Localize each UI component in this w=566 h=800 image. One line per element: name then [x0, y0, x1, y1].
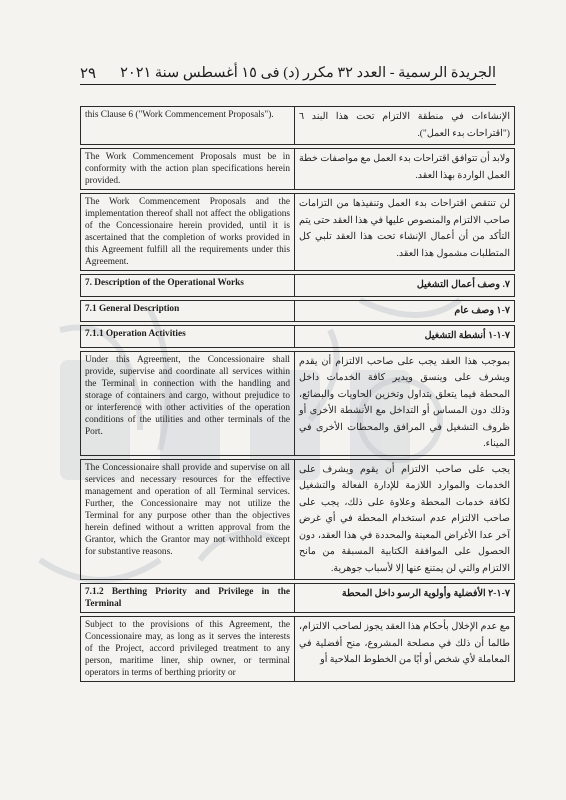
arabic-text: مع عدم الإخلال بأحكام هذا العقد يجوز لصاحب الالتزام، طالما أن ذلك في مصلحة المشروع، منح أفضلية في المعاملة لأي شخص أو أيًا من الخطوط الملاحية أو: [295, 617, 515, 682]
english-text: The Work Commencement Proposals must be in conformity with the action plan specifications herein provided.: [81, 149, 295, 190]
clause-row: [81, 351, 515, 455]
arabic-text: ٧-١ وصف عام: [295, 300, 515, 322]
arabic-text: ولابد أن تتوافق اقتراحات بدء العمل مع مواصفات خطة العمل الواردة بهذا العقد.: [295, 149, 515, 190]
clause-row: [81, 617, 515, 682]
english-text: 7.1 General Description: [81, 300, 295, 322]
clause-row: [81, 459, 515, 580]
english-text: The Work Commencement Proposals and the implementation thereof shall not affect the obligations of the Concessionaire herein provided, until it is ascertained that the completion of works provided in this Agreement fulfill all the requirements under this Agreement.: [81, 194, 295, 271]
arabic-text: ٧. وصف أعمال التشغيل: [295, 275, 515, 297]
english-text: 7.1.1 Operation Activities: [81, 326, 295, 348]
page-number: ٢٩: [80, 65, 97, 82]
section-heading-row: [81, 326, 515, 348]
english-text: The Concessionaire shall provide and supervise on all services and necessary resources for the effective management and operation of all Terminal services. Further, the Concessionaire may not utilize the Terminal for any purpose other than the objectives herein defined without a written approval from the Grantor, which the Grantor may not withhold except for substantive reasons.: [81, 459, 295, 580]
arabic-text: ٧-١-١ أنشطة التشغيل: [295, 326, 515, 348]
english-text: 7.1.2 Berthing Priority and Privilege in the Terminal: [81, 584, 295, 613]
clause-row: [81, 107, 515, 145]
section-heading-row: [81, 300, 515, 322]
arabic-text: ٧-١-٢ الأفضلية وأولوية الرسو داخل المحطة: [295, 584, 515, 613]
page-header: [80, 62, 496, 85]
arabic-text: يجب على صاحب الالتزام أن يقوم ويشرف على الخدمات والموارد اللازمة للإدارة الفعالة والتشغيل لكافة خدمات المحطة وعلاوة على ذلك، يجب على صاحب الالتزام عدم استخدام المحطة في أي غرض آخر عدا الأغراض المعينة والمحددة في هذا العقد، دون الحصول على الموافقة الكتابية المسبقة من مانح الالتزام والتي لن يمتنع عنها إلا لأسباب جوهرية.: [295, 459, 515, 580]
arabic-text: الإنشاءات في منطقة الالتزام تحت هذا البند ٦ ("اقتراحات بدء العمل").: [295, 107, 515, 145]
clause-row: [81, 149, 515, 190]
arabic-text: بموجب هذا العقد يجب على صاحب الالتزام أن يقدم ويشرف على وينسق ويدير كافة الخدمات داخل المحطة فيما يتعلق بتداول وتخزين الحاويات والبضائع، وذلك دون المساس أو التداخل مع الأنشطة الأخرى أو ظروف التشغيل في المرافق والمحطات الأخرى في الميناء.: [295, 351, 515, 455]
english-text: Under this Agreement, the Concessionaire shall provide, supervise and coordinate all services within the Terminal in connection with the handling and storage of containers and cargo, without prejudice to or interference with other activities of the operation conditions of the utilities and other terminals of the Port.: [81, 351, 295, 455]
english-text: this Clause 6 ("Work Commencement Proposals").: [81, 107, 295, 145]
clause-row: [81, 194, 515, 271]
section-heading-row: [81, 584, 515, 613]
gazette-title: الجريدة الرسمية - العدد ٣٢ مكرر (د) فى ١٥ أغسطس سنة ٢٠٢١: [120, 64, 496, 81]
english-text: Subject to the provisions of this Agreement, the Concessionaire may, as long as it serves the interests of the Project, accord privileged treatment to any person, maritime liner, ship owner, or terminal operators in terms of berthing priority or: [81, 617, 295, 682]
bilingual-clause-table: [80, 106, 515, 682]
arabic-text: لن تنتقص اقتراحات بدء العمل وتنفيذها من التزامات صاحب الالتزام والمنصوص عليها في هذا العقد حتى يتم التأكد من أن أعمال الإنشاء تحت هذا العقد تلبي كل المتطلبات مشمول هذا العقد.: [295, 194, 515, 271]
section-heading-row: [81, 275, 515, 297]
english-text: 7. Description of the Operational Works: [81, 275, 295, 297]
